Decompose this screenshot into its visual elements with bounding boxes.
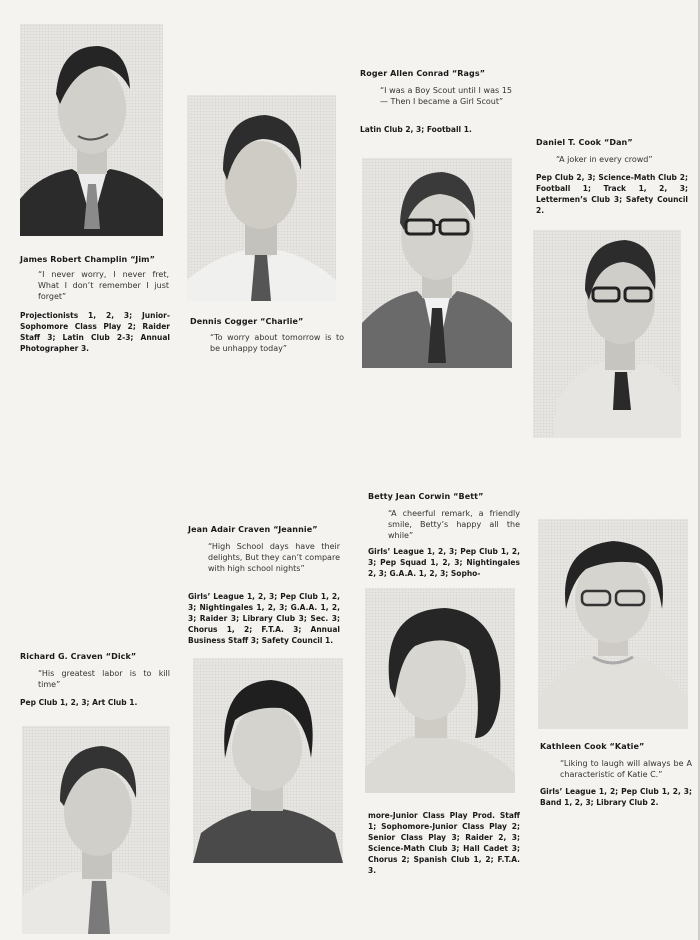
portrait-dennis-cogger <box>187 95 336 301</box>
student-activities: Latin Club 2, 3; Football 1. <box>360 125 472 134</box>
student-name: Richard G. Craven “Dick” <box>20 652 137 661</box>
student-activities: Pep Club 2, 3; Science-Math Club 2; Football 1; Track 1, 2, 3; Lettermen’s Club 3; Safety Council 2. <box>536 173 688 215</box>
student-name: Jean Adair Craven “Jeannie” <box>188 525 318 534</box>
student-activities: Projectionists 1, 2, 3; Junior-Sophomore Class Play 2; Raider Staff 3; Latin Club 2-3; Annual Photographer 3. <box>20 311 170 353</box>
student-quote: “I never worry, I never fret, What I don’t remember I just forget” <box>38 270 169 301</box>
portrait-roger-conrad <box>362 158 512 368</box>
student-quote: “To worry about tomorrow is to be unhappy today” <box>210 333 344 353</box>
portrait-richard-craven <box>22 726 170 934</box>
portrait-daniel-cook <box>533 230 681 438</box>
portrait-jean-craven <box>193 658 343 863</box>
student-name: Betty Jean Corwin “Bett” <box>368 492 484 501</box>
student-activities: Girls’ League 1, 2, 3; Pep Club 1, 2, 3; Pep Squad 1, 2, 3; Nightingales 2, 3; G.A.A. 1, 2, 3; Sopho- <box>368 547 520 578</box>
student-name: Kathleen Cook “Katie” <box>540 742 645 751</box>
student-name: Roger Allen Conrad “Rags” <box>360 69 486 78</box>
student-quote: “His greatest labor is to kill time” <box>38 669 170 689</box>
student-activities: Girls’ League 1, 2; Pep Club 1, 2, 3; Band 1, 2, 3; Library Club 2. <box>540 787 692 807</box>
portrait-betty-corwin <box>365 588 515 793</box>
student-activities-continued: more-Junior Class Play Prod. Staff 1; Sophomore-Junior Class Play 2; Senior Class Play 3; Raider 2, 3; Science-Math Club 3; Hall Cadet 3; Chorus 2; Spanish Club 1, 2; F.T.A. 3. <box>368 811 520 875</box>
student-name: Dennis Cogger “Charlie” <box>190 317 304 326</box>
portrait-kathleen-cook <box>538 519 688 729</box>
student-quote: “High School days have their delights, But they can’t compare with high school nights” <box>208 542 340 573</box>
portrait-jim-champlin <box>20 24 163 236</box>
student-activities: Girls’ League 1, 2, 3; Pep Club 1, 2, 3; Nightingales 1, 2, 3; G.A.A. 1, 2, 3; Raider 3; Library Club 3; Sec. 3; Chorus 1, 2; F.T.A. 3; Annual Business Staff 3; Safety Council 1. <box>188 592 340 645</box>
student-name: James Robert Champlin “Jim” <box>20 255 155 264</box>
student-quote: “I was a Boy Scout until I was 15 — Then I became a Girl Scout” <box>380 86 512 106</box>
student-quote: “A cheerful remark, a friendly smile, Betty’s happy all the while” <box>388 509 520 540</box>
student-quote: “Liking to laugh will always be A characteristic of Katie C.” <box>560 759 692 779</box>
student-activities: Pep Club 1, 2, 3; Art Club 1. <box>20 698 138 707</box>
student-name: Daniel T. Cook “Dan” <box>536 138 633 147</box>
student-quote: “A joker in every crowd” <box>556 155 653 164</box>
